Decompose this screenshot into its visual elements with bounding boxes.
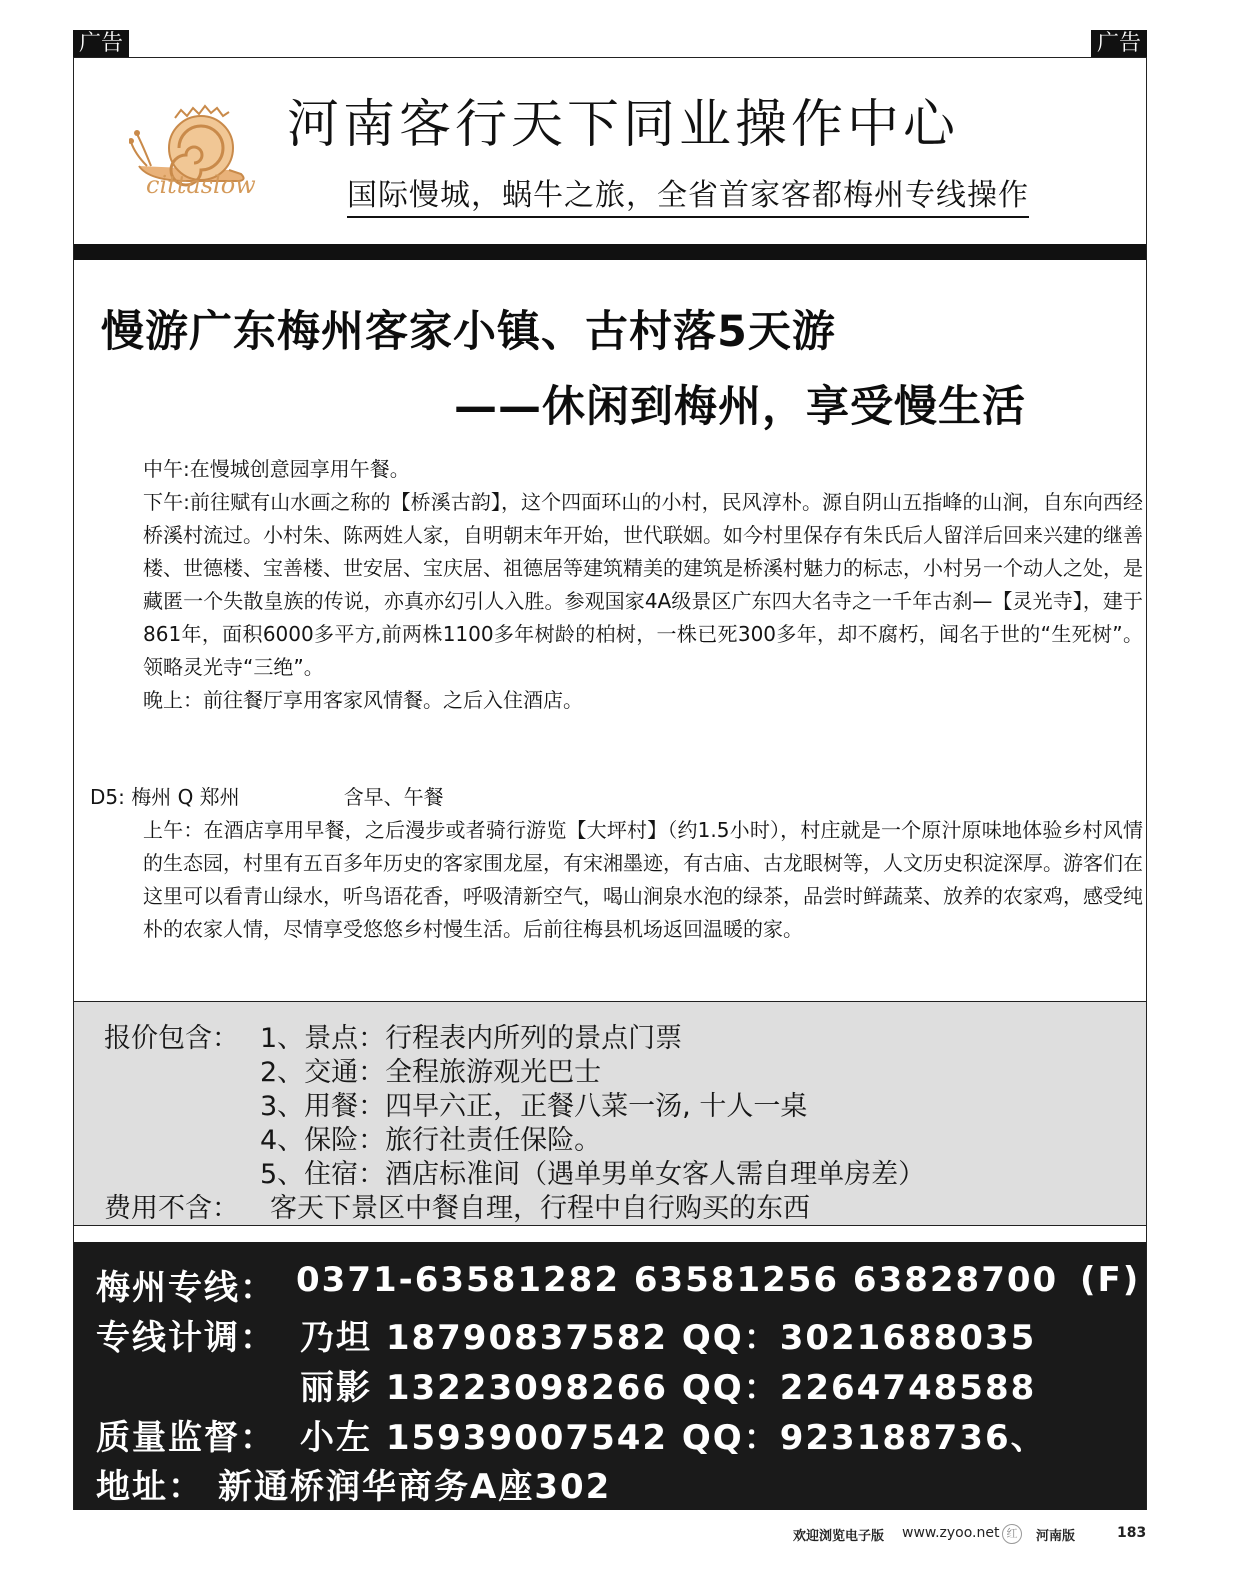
- itinerary-day4: [143, 453, 1143, 717]
- address-label: 地址：: [96, 1467, 204, 1507]
- organization-title: 河南客行天下同业操作中心: [287, 95, 960, 155]
- ad-tag-left: 广告: [73, 30, 129, 58]
- price-section: [74, 1001, 1146, 1226]
- price-item: 5、住宿：酒店标准间（遇单男单女客人需自理单房差）: [260, 1159, 926, 1190]
- itinerary-noon: 中午:在慢城创意园享用午餐。: [143, 457, 410, 481]
- fax-marker: (F): [1080, 1260, 1141, 1300]
- footer-edition: 河南版: [1036, 1529, 1076, 1544]
- organization-subtitle: 国际慢城，蜗牛之旅，全省首家客都梅州专线操作: [347, 170, 1029, 218]
- tour-subtitle: ——休闲到梅州，享受慢生活: [454, 382, 1026, 432]
- hotline-label: 梅州专线：: [96, 1268, 276, 1308]
- price-item: 1、景点：行程表内所列的景点门票: [260, 1023, 683, 1054]
- page-number: 183: [1117, 1525, 1147, 1541]
- price-item: 4、保险：旅行社责任保险。: [260, 1125, 602, 1156]
- footer-url[interactable]: www.zyoo.net: [902, 1525, 1000, 1541]
- tour-title: 慢游广东梅州客家小镇、古村落5天游: [101, 307, 836, 357]
- itinerary-evening: 晚上：前往餐厅享用客家风情餐。之后入住酒店。: [143, 688, 583, 712]
- header: [74, 58, 1146, 248]
- price-exclude-label: 费用不含：: [104, 1193, 239, 1224]
- price-item: 3、用餐：四早六正，正餐八菜一汤, 十人一桌: [260, 1091, 808, 1122]
- quality-contact: 小左 15939007542 QQ：923188736、: [300, 1418, 1047, 1458]
- logo-text: cittaslow: [146, 171, 256, 199]
- itinerary-day5-morning: 上午：在酒店享用早餐，之后漫步或者骑行游览【大坪村】（约1.5小时），村庄就是一个原汁原味地体验乡村风情的生态园，村里有五百多年历史的客家围龙屋，有宋湘墨迹，有古庙、古龙眼树等，人文历史积淀深厚。游客们在这里可以看青山绿水，听鸟语花香，呼吸清新空气，喝山涧泉水泡的绿茶，品尝时鲜蔬菜、放养的农家鸡，感受纯朴的农家人情，尽情享受悠悠乡村慢生活。后前往梅县机场返回温暖的家。: [143, 818, 1143, 941]
- planner-label: 专线计调：: [96, 1318, 276, 1358]
- day5-header: [90, 781, 444, 814]
- ad-tag-right: 广告: [1091, 30, 1147, 58]
- footer-badge-icon: 红: [1002, 1524, 1022, 1544]
- address-value: 新通桥润华商务A座302: [218, 1467, 612, 1507]
- planner-contact: 丽影 13223098266 QQ：2264748588: [300, 1368, 1037, 1408]
- section-gap: [74, 1226, 1146, 1242]
- footer-welcome: 欢迎浏览电子版: [793, 1529, 885, 1544]
- contact-section: [74, 1242, 1146, 1510]
- price-item: 2、交通：全程旅游观光巴士: [260, 1057, 602, 1088]
- header-divider: [74, 244, 1146, 260]
- price-include-label: 报价包含：: [104, 1023, 239, 1054]
- ad-frame: [73, 57, 1147, 1510]
- day5-label: D5: 梅州 Q 郑州: [90, 785, 240, 809]
- day5-meals: 含早、午餐: [343, 785, 444, 809]
- price-exclude-text: 客天下景区中餐自理，行程中自行购买的东西: [270, 1193, 810, 1224]
- planner-contact: 乃坦 18790837582 QQ：3021688035: [300, 1318, 1037, 1358]
- itinerary-afternoon: 下午:前往赋有山水画之称的【桥溪古韵】，这个四面环山的小村，民风淳朴。源自阴山五指峰的山涧，自东向西经桥溪村流过。小村朱、陈两姓人家，自明朝末年开始，世代联姻。如今村里保存有朱氏后人留洋后回来兴建的继善楼、世德楼、宝善楼、世安居、宝庆居、祖德居等建筑精美的建筑是桥溪村魅力的标志，小村另一个动人之处，是藏匿一个失散皇族的传说，亦真亦幻引人入胜。参观国家4A级景区广东四大名寺之一千年古刹—【灵光寺】，建于861年，面积6000多平方,前两株1100多年树龄的柏树，一株已死300多年，却不腐朽，闻名于世的“生死树”。领略灵光寺“三绝”。: [143, 490, 1143, 679]
- hotline-numbers: 0371-63581282 63581256 63828700: [296, 1260, 1059, 1300]
- quality-label: 质量监督：: [96, 1418, 276, 1458]
